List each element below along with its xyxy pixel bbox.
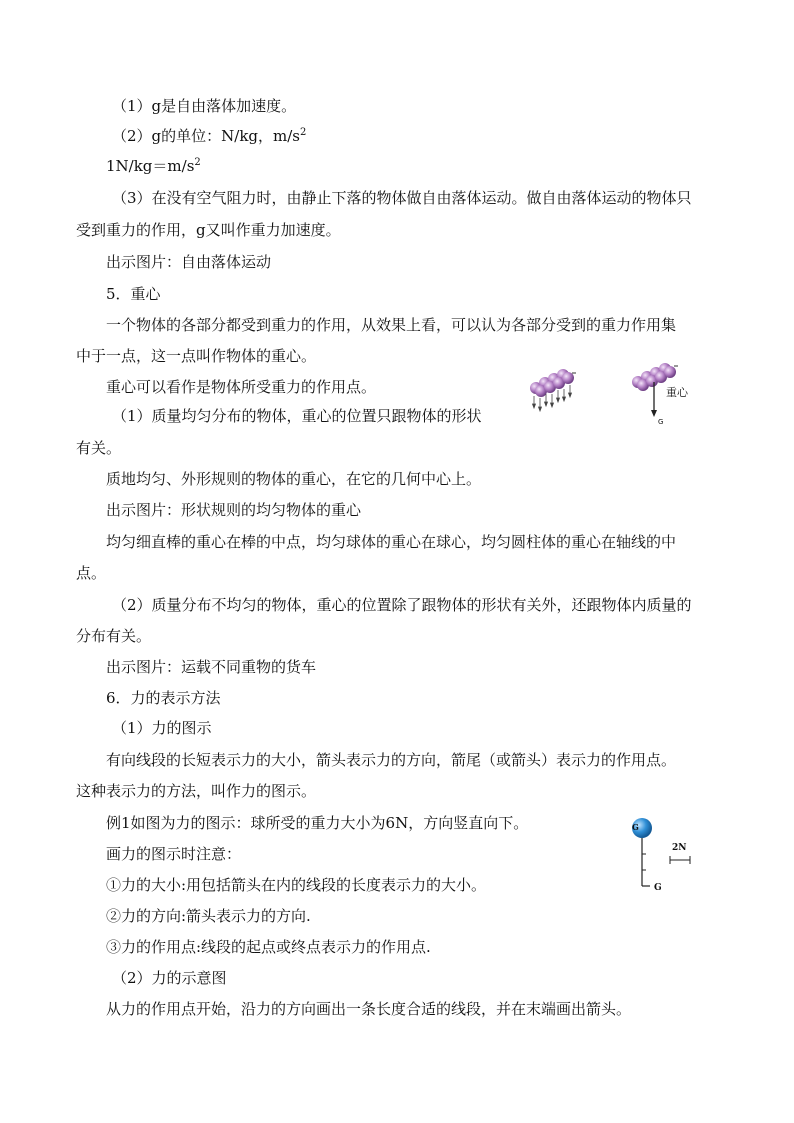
text-line: （2）质量分布不均匀的物体，重心的位置除了跟物体的形状有关外，还跟物体内质量的: [112, 596, 692, 614]
text-line: 这种表示力的方法，叫作力的图示。: [76, 782, 317, 800]
center-of-gravity-figure: [512, 356, 696, 436]
ball-label: G: [632, 822, 639, 832]
text-line: 出示图片：形状规则的均匀物体的重心: [106, 501, 362, 519]
text-line: ②力的方向:箭头表示力的方向.: [106, 907, 311, 925]
text-line: 均匀细直棒的重心在棒的中点，均匀球体的重心在球心，均匀圆柱体的重心在轴线的中: [106, 533, 677, 551]
text-line: （3）在没有空气阻力时，由静止下落的物体做自由落体运动。做自由落体运动的物体只: [112, 189, 692, 207]
text-line: （1）力的图示: [112, 719, 212, 737]
text-line: 中于一点，这一点叫作物体的重心。: [76, 347, 317, 365]
text-line: $1N/kg=m/s^2$: [106, 157, 201, 175]
section-heading: 5．重心: [106, 285, 161, 303]
text-line: 例1如图为力的图示：球所受的重力大小为6N，方向竖直向下。: [106, 814, 529, 832]
text-line: 有向线段的长短表示力的大小，箭头表示力的方向，箭尾（或箭头）表示力的作用点。: [106, 751, 677, 769]
superscript: 2: [194, 157, 201, 168]
text-line: 点。: [76, 564, 107, 582]
text-line: （2）g的单位：N/kg，$m/s^2$: [112, 127, 307, 145]
text-line: 质地均匀、外形规则的物体的重心，在它的几何中心上。: [106, 470, 482, 488]
text-line: 有关。: [76, 439, 122, 457]
text-line: 出示图片：运载不同重物的货车: [106, 658, 317, 676]
text-line: 画力的图示时注意：: [106, 845, 242, 863]
text-line: （2）力的示意图: [112, 969, 227, 987]
force-label: G: [658, 418, 664, 426]
center-of-gravity-label: 重心: [666, 386, 688, 399]
text-line: 重心可以看作是物体所受重力的作用点。: [106, 378, 377, 396]
force-diagram-figure: [604, 810, 708, 896]
text-line: ①力的大小:用包括箭头在内的线段的长度表示力的大小。: [106, 876, 487, 894]
text-line: 出示图片：自由落体运动: [106, 253, 272, 271]
text-line: ③力的作用点:线段的起点或终点表示力的作用点.: [106, 938, 431, 956]
superscript: 2: [300, 127, 307, 138]
section-heading: 6．力的表示方法: [106, 689, 221, 707]
text-line: （1）质量均匀分布的物体，重心的位置只跟物体的形状: [112, 407, 482, 425]
text-line: 分布有关。: [76, 627, 152, 645]
text-line: 一个物体的各部分都受到重力的作用，从效果上看，可以认为各部分受到的重力作用集: [106, 316, 677, 334]
force-label: G: [654, 883, 662, 893]
ball-cluster-left: [530, 369, 576, 411]
text-line: 受到重力的作用，g又叫作重力加速度。: [76, 221, 341, 239]
text-line: 从力的作用点开始，沿力的方向画出一条长度合适的线段，并在末端画出箭头。: [106, 1000, 632, 1018]
scale-label: 2N: [672, 843, 687, 853]
text-line: （1）g是自由落体加速度。: [112, 97, 297, 115]
